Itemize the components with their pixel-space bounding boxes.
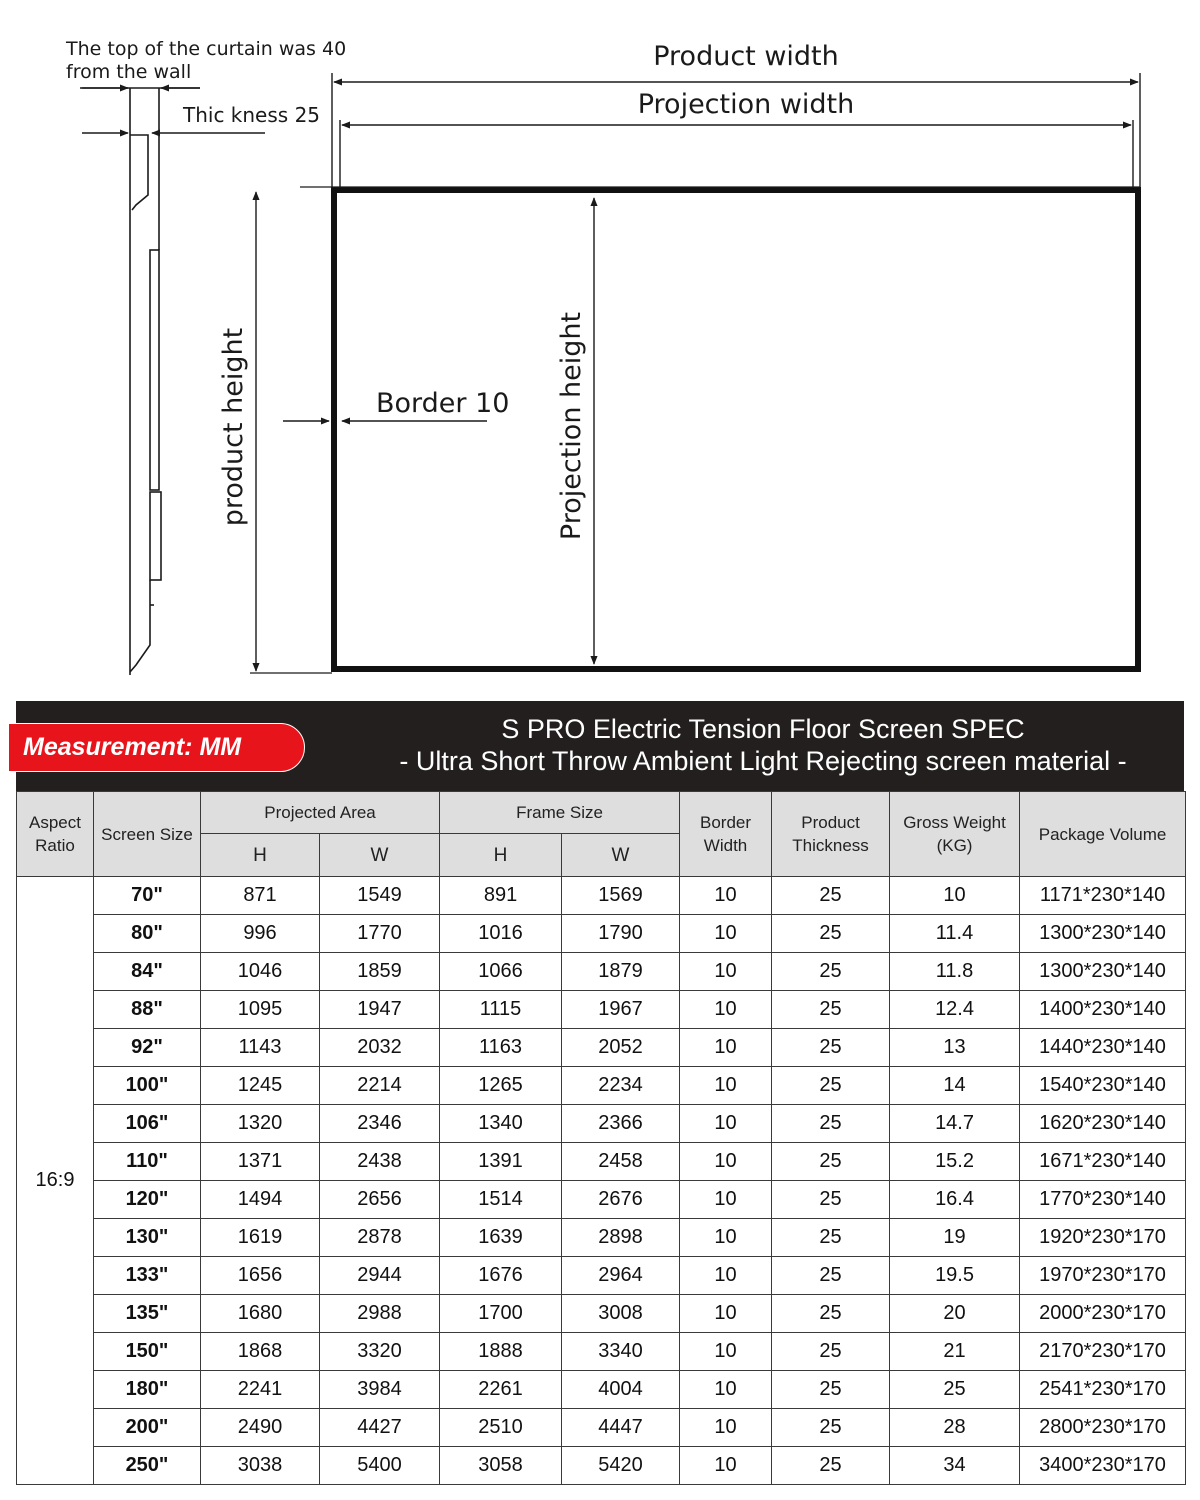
spec-title-line2: - Ultra Short Throw Ambient Light Rejecting screen material -	[399, 746, 1127, 776]
projected-h-cell: 1095	[201, 991, 320, 1029]
projected-h-cell: 1494	[201, 1181, 320, 1219]
projected-h-cell: 1680	[201, 1295, 320, 1333]
gross-weight-cell: 21	[890, 1333, 1020, 1371]
gross-weight-cell: 15.2	[890, 1143, 1020, 1181]
package-volume-cell: 1620*230*140	[1020, 1105, 1186, 1143]
border-width-cell: 10	[680, 1105, 772, 1143]
screen-frame	[334, 190, 1138, 669]
border-width-cell: 10	[680, 991, 772, 1029]
screen-size-cell: 133"	[94, 1257, 201, 1295]
screen-size-cell: 92"	[94, 1029, 201, 1067]
frame-w-cell: 4004	[562, 1371, 680, 1409]
screen-size-cell: 110"	[94, 1143, 201, 1181]
frame-w-cell: 1879	[562, 953, 680, 991]
border-width-cell: 10	[680, 1181, 772, 1219]
table-row	[17, 1219, 1186, 1257]
gross-weight-cell: 12.4	[890, 991, 1020, 1029]
screen-size-cell: 88"	[94, 991, 201, 1029]
table-row	[17, 953, 1186, 991]
frame-w-cell: 1569	[562, 877, 680, 915]
border-label: Border 10	[376, 388, 510, 419]
frame-w-cell: 2366	[562, 1105, 680, 1143]
package-volume-cell: 2541*230*170	[1020, 1371, 1186, 1409]
gross-weight-cell: 14	[890, 1067, 1020, 1105]
package-volume-cell: 1440*230*140	[1020, 1029, 1186, 1067]
frame-w-cell: 5420	[562, 1447, 680, 1485]
projected-w-cell: 2346	[320, 1105, 440, 1143]
spec-header	[16, 701, 1184, 791]
frame-h-cell: 1163	[440, 1029, 562, 1067]
screen-size-cell: 84"	[94, 953, 201, 991]
frame-w-cell: 1790	[562, 915, 680, 953]
projected-h-cell: 1143	[201, 1029, 320, 1067]
gross-weight-cell: 19.5	[890, 1257, 1020, 1295]
frame-h-cell: 1888	[440, 1333, 562, 1371]
package-volume-cell: 3400*230*170	[1020, 1447, 1186, 1485]
gross-weight-cell: 14.7	[890, 1105, 1020, 1143]
frame-w-cell: 2234	[562, 1067, 680, 1105]
product-thickness-cell: 25	[772, 877, 890, 915]
border-width-cell: 10	[680, 953, 772, 991]
wall-note-line2: from the wall	[66, 61, 192, 83]
header-projected-h: H	[201, 834, 320, 877]
package-volume-cell: 1400*230*140	[1020, 991, 1186, 1029]
projected-h-cell: 1868	[201, 1333, 320, 1371]
border-width-cell: 10	[680, 1143, 772, 1181]
screen-size-cell: 180"	[94, 1371, 201, 1409]
frame-w-cell: 2676	[562, 1181, 680, 1219]
projected-w-cell: 2944	[320, 1257, 440, 1295]
spec-table-body	[17, 877, 1186, 1485]
projected-w-cell: 3984	[320, 1371, 440, 1409]
gross-weight-cell: 19	[890, 1219, 1020, 1257]
spec-title	[338, 713, 1188, 777]
screen-size-cell: 80"	[94, 915, 201, 953]
gross-weight-cell: 11.4	[890, 915, 1020, 953]
frame-w-cell: 2898	[562, 1219, 680, 1257]
frame-h-cell: 2261	[440, 1371, 562, 1409]
table-row	[17, 1371, 1186, 1409]
gross-weight-cell: 34	[890, 1447, 1020, 1485]
frame-h-cell: 891	[440, 877, 562, 915]
frame-w-cell: 1967	[562, 991, 680, 1029]
border-width-cell: 10	[680, 1333, 772, 1371]
frame-h-cell: 1340	[440, 1105, 562, 1143]
package-volume-cell: 1171*230*140	[1020, 877, 1186, 915]
border-width-cell: 10	[680, 1371, 772, 1409]
frame-h-cell: 1514	[440, 1181, 562, 1219]
thickness-label: Thic kness 25	[183, 103, 321, 127]
product-thickness-cell: 25	[772, 991, 890, 1029]
package-volume-cell: 1770*230*140	[1020, 1181, 1186, 1219]
package-volume-cell: 1300*230*140	[1020, 953, 1186, 991]
projected-h-cell: 3038	[201, 1447, 320, 1485]
package-volume-cell: 1671*230*140	[1020, 1143, 1186, 1181]
product-thickness-cell: 25	[772, 1447, 890, 1485]
table-row	[17, 1409, 1186, 1447]
measurement-badge: Measurement: MM	[8, 723, 305, 772]
border-width-cell: 10	[680, 1447, 772, 1485]
aspect-ratio-cell: 16:9	[17, 877, 94, 1485]
projected-h-cell: 996	[201, 915, 320, 953]
table-row	[17, 991, 1186, 1029]
spec-title-line1: S PRO Electric Tension Floor Screen SPEC	[501, 714, 1025, 744]
projected-h-cell: 1371	[201, 1143, 320, 1181]
package-volume-cell: 1970*230*170	[1020, 1257, 1186, 1295]
screen-size-cell: 135"	[94, 1295, 201, 1333]
package-volume-cell: 2000*230*170	[1020, 1295, 1186, 1333]
projected-h-cell: 1320	[201, 1105, 320, 1143]
product-thickness-cell: 25	[772, 1257, 890, 1295]
projected-h-cell: 1656	[201, 1257, 320, 1295]
frame-h-cell: 1676	[440, 1257, 562, 1295]
gross-weight-cell: 10	[890, 877, 1020, 915]
screen-size-cell: 250"	[94, 1447, 201, 1485]
screen-size-cell: 130"	[94, 1219, 201, 1257]
frame-w-cell: 3340	[562, 1333, 680, 1371]
gross-weight-cell: 20	[890, 1295, 1020, 1333]
header-frame-size: Frame Size	[440, 792, 680, 834]
product-thickness-cell: 25	[772, 1409, 890, 1447]
table-row	[17, 1333, 1186, 1371]
header-gross-weight: Gross Weight (KG)	[890, 792, 1020, 877]
border-width-cell: 10	[680, 1257, 772, 1295]
projected-w-cell: 2032	[320, 1029, 440, 1067]
side-profile	[130, 88, 161, 675]
frame-h-cell: 1115	[440, 991, 562, 1029]
projected-w-cell: 2988	[320, 1295, 440, 1333]
product-thickness-cell: 25	[772, 1219, 890, 1257]
frame-h-cell: 1639	[440, 1219, 562, 1257]
gross-weight-cell: 25	[890, 1371, 1020, 1409]
projected-w-cell: 2214	[320, 1067, 440, 1105]
frame-h-cell: 1016	[440, 915, 562, 953]
projected-w-cell: 1549	[320, 877, 440, 915]
product-thickness-cell: 25	[772, 915, 890, 953]
frame-h-cell: 3058	[440, 1447, 562, 1485]
package-volume-cell: 1300*230*140	[1020, 915, 1186, 953]
projected-h-cell: 871	[201, 877, 320, 915]
screen-size-cell: 100"	[94, 1067, 201, 1105]
gross-weight-cell: 13	[890, 1029, 1020, 1067]
projection-width-label: Projection width	[637, 89, 855, 120]
gross-weight-cell: 11.8	[890, 953, 1020, 991]
header-border-width: Border Width	[680, 792, 772, 877]
projected-h-cell: 1046	[201, 953, 320, 991]
screen-size-cell: 70"	[94, 877, 201, 915]
projected-w-cell: 2656	[320, 1181, 440, 1219]
product-thickness-cell: 25	[772, 1295, 890, 1333]
table-row	[17, 1257, 1186, 1295]
projection-height-label: Projection height	[556, 311, 587, 541]
product-width-label: Product width	[653, 41, 839, 72]
border-width-cell: 10	[680, 877, 772, 915]
header-aspect-ratio: Aspect Ratio	[17, 792, 94, 877]
header-product-thickness: Product Thickness	[772, 792, 890, 877]
frame-h-cell: 1700	[440, 1295, 562, 1333]
frame-w-cell: 2052	[562, 1029, 680, 1067]
frame-h-cell: 1265	[440, 1067, 562, 1105]
frame-w-cell: 2458	[562, 1143, 680, 1181]
table-row	[17, 1029, 1186, 1067]
table-row	[17, 1143, 1186, 1181]
projected-h-cell: 2241	[201, 1371, 320, 1409]
border-width-cell: 10	[680, 1067, 772, 1105]
product-thickness-cell: 25	[772, 1143, 890, 1181]
projected-w-cell: 5400	[320, 1447, 440, 1485]
gross-weight-cell: 16.4	[890, 1181, 1020, 1219]
projected-w-cell: 4427	[320, 1409, 440, 1447]
dimension-diagram	[0, 0, 1200, 700]
projected-h-cell: 2490	[201, 1409, 320, 1447]
projected-w-cell: 1859	[320, 953, 440, 991]
product-thickness-cell: 25	[772, 1105, 890, 1143]
product-height-label: product height	[218, 327, 249, 527]
header-projected-w: W	[320, 834, 440, 877]
table-row	[17, 1447, 1186, 1485]
header-package-volume: Package Volume	[1020, 792, 1186, 877]
gross-weight-cell: 28	[890, 1409, 1020, 1447]
header-projected-area: Projected Area	[201, 792, 440, 834]
header-frame-w: W	[562, 834, 680, 877]
border-width-cell: 10	[680, 1219, 772, 1257]
frame-h-cell: 1066	[440, 953, 562, 991]
product-thickness-cell: 25	[772, 953, 890, 991]
screen-size-cell: 150"	[94, 1333, 201, 1371]
product-thickness-cell: 25	[772, 1029, 890, 1067]
package-volume-cell: 1540*230*140	[1020, 1067, 1186, 1105]
table-row	[17, 1295, 1186, 1333]
frame-h-cell: 1391	[440, 1143, 562, 1181]
table-row	[17, 915, 1186, 953]
border-width-cell: 10	[680, 1029, 772, 1067]
border-width-cell: 10	[680, 1409, 772, 1447]
table-row	[17, 877, 1186, 915]
projected-w-cell: 3320	[320, 1333, 440, 1371]
frame-w-cell: 4447	[562, 1409, 680, 1447]
table-row	[17, 1105, 1186, 1143]
package-volume-cell: 2800*230*170	[1020, 1409, 1186, 1447]
projected-w-cell: 1770	[320, 915, 440, 953]
screen-size-cell: 200"	[94, 1409, 201, 1447]
product-thickness-cell: 25	[772, 1067, 890, 1105]
screen-size-cell: 106"	[94, 1105, 201, 1143]
spec-table	[16, 791, 1186, 1485]
frame-w-cell: 3008	[562, 1295, 680, 1333]
projected-h-cell: 1619	[201, 1219, 320, 1257]
package-volume-cell: 2170*230*170	[1020, 1333, 1186, 1371]
frame-w-cell: 2964	[562, 1257, 680, 1295]
product-thickness-cell: 25	[772, 1371, 890, 1409]
header-frame-h: H	[440, 834, 562, 877]
table-row	[17, 1067, 1186, 1105]
projected-w-cell: 2438	[320, 1143, 440, 1181]
border-width-cell: 10	[680, 915, 772, 953]
screen-size-cell: 120"	[94, 1181, 201, 1219]
wall-note-line1: The top of the curtain was 40	[66, 38, 347, 60]
table-row	[17, 1181, 1186, 1219]
projected-w-cell: 2878	[320, 1219, 440, 1257]
projected-h-cell: 1245	[201, 1067, 320, 1105]
product-thickness-cell: 25	[772, 1181, 890, 1219]
package-volume-cell: 1920*230*170	[1020, 1219, 1186, 1257]
product-thickness-cell: 25	[772, 1333, 890, 1371]
header-screen-size: Screen Size	[94, 792, 201, 877]
frame-h-cell: 2510	[440, 1409, 562, 1447]
projected-w-cell: 1947	[320, 991, 440, 1029]
border-width-cell: 10	[680, 1295, 772, 1333]
